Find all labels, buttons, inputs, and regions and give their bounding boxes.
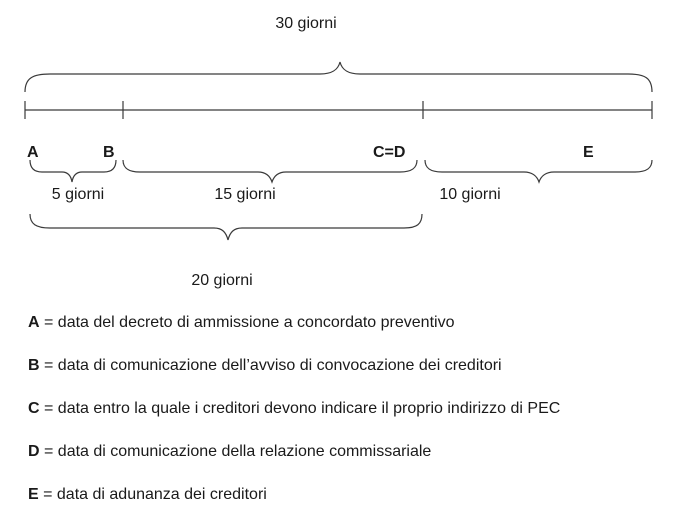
- legend-key-d: D: [28, 443, 40, 460]
- a-to-c-brace: [30, 214, 422, 240]
- legend-key-a: A: [28, 314, 40, 331]
- legend-text-d: = data di comunicazione della relazione commissariale: [39, 443, 432, 460]
- legend-text-c: = data entro la quale i creditori devono indicare il proprio indirizzo di PEC: [39, 400, 561, 417]
- legend: [28, 313, 560, 528]
- legend-key-e: E: [28, 486, 39, 503]
- b-to-c-brace: [123, 160, 417, 182]
- c-to-e-brace: [425, 160, 652, 182]
- a-to-c-label: 20 giorni: [191, 272, 253, 289]
- legend-item-b: [28, 356, 560, 399]
- total-span-brace: [25, 62, 652, 92]
- legend-item-d: [28, 442, 560, 485]
- legend-key-b: B: [28, 357, 40, 374]
- point-cd-label: C=D: [373, 144, 406, 161]
- b-to-c-label: 15 giorni: [214, 186, 276, 203]
- legend-item-c: [28, 399, 560, 442]
- a-to-b-label: 5 giorni: [51, 186, 105, 203]
- a-to-b-brace: [30, 160, 116, 182]
- point-e-label: E: [583, 144, 594, 161]
- legend-key-c: C: [28, 400, 40, 417]
- legend-text-b: = data di comunicazione dell’avviso di convocazione dei creditori: [39, 357, 502, 374]
- c-to-e-label: 10 giorni: [439, 186, 501, 203]
- legend-text-a: = data del decreto di ammissione a concordato preventivo: [39, 314, 455, 331]
- point-a-label: A: [27, 144, 39, 161]
- total-span-label: 30 giorni: [275, 15, 337, 32]
- legend-item-e: [28, 485, 560, 528]
- legend-item-a: [28, 313, 560, 356]
- legend-text-e: = data di adunanza dei creditori: [38, 486, 267, 503]
- point-b-label: B: [103, 144, 115, 161]
